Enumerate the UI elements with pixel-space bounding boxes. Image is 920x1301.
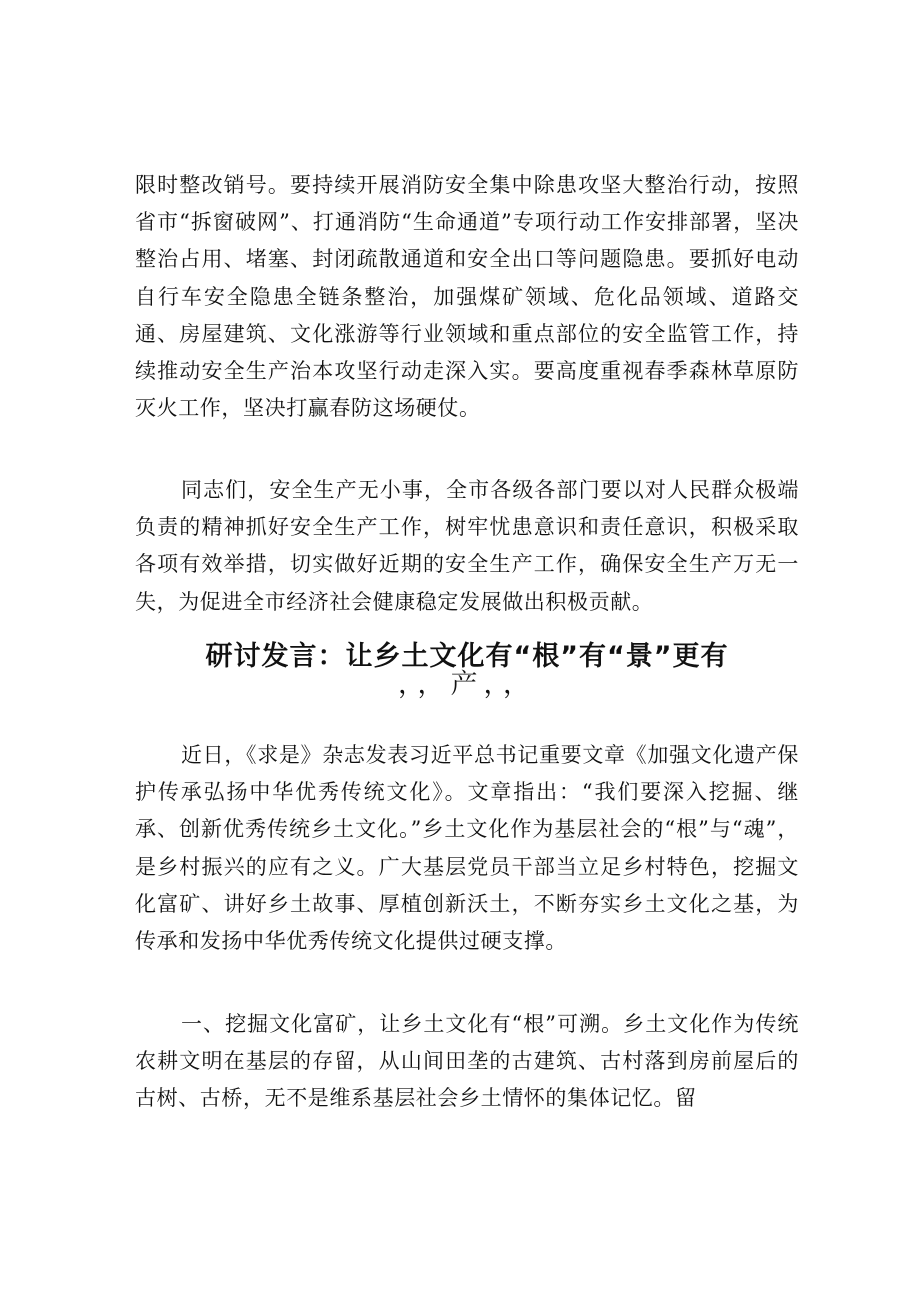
paragraph-intro: 近日，《求是》杂志发表习近平总书记重要文章《加强文化遗产保护传承弘扬中华优秀传统文化》。文章指出：“我们要深入挖掘、继承、创新优秀传统乡土文化。”乡土文化作为基层社会的“根”与“魂”，是乡村振兴的应有之义。广大基层党员干部当立足乡村特色，挖掘文化富矿、讲好乡土故事、厚植创新沃土，不断夯实乡土文化之基，为传承和发扬中华优秀传统文化提供过硬支撑。 bbox=[135, 743, 799, 954]
article-title: 研讨发言：让乡土文化有“根”有“景”更有 bbox=[205, 641, 729, 672]
paragraph-fire-safety: 限时整改销号。要持续开展消防安全集中除患攻坚大整治行动，按照省市“拆窗破网”、打通消防“生命通道”专项行动工作安排部署，坚决整治占用、堵塞、封闭疏散通道和安全出口等问题隐患。要抓好电动自行车安全隐患全链条整治，加强煤矿领域、危化品领域、道路交通、房屋建筑、文化涨游等行业领域和重点部位的安全监管工作，持续推动安全生产治本攻坚行动走深入实。要高度重视春季森林草原防灭火工作，坚决打赢春防这场硬仗。 bbox=[135, 173, 799, 421]
article-title-overflow: ，，产，， bbox=[398, 669, 536, 700]
paragraph-closing-remarks: 同志们，安全生产无小事，全市各级各部门要以对人民群众极端负责的精神抓好安全生产工作，树牢忧患意识和责任意识，积极采取各项有效举措，切实做好近期的安全生产工作，确保安全生产万无一失，为促进全市经济社会健康稳定发展做出积极贡献。 bbox=[135, 478, 799, 614]
paragraph-section-one: 一、挖掘文化富矿，让乡土文化有“根”可溯。乡土文化作为传统农耕文明在基层的存留，从山间田垄的古建筑、古村落到房前屋后的古树、古桥，无不是维系基层社会乡土情怀的集体记忆。留 bbox=[135, 1012, 799, 1111]
